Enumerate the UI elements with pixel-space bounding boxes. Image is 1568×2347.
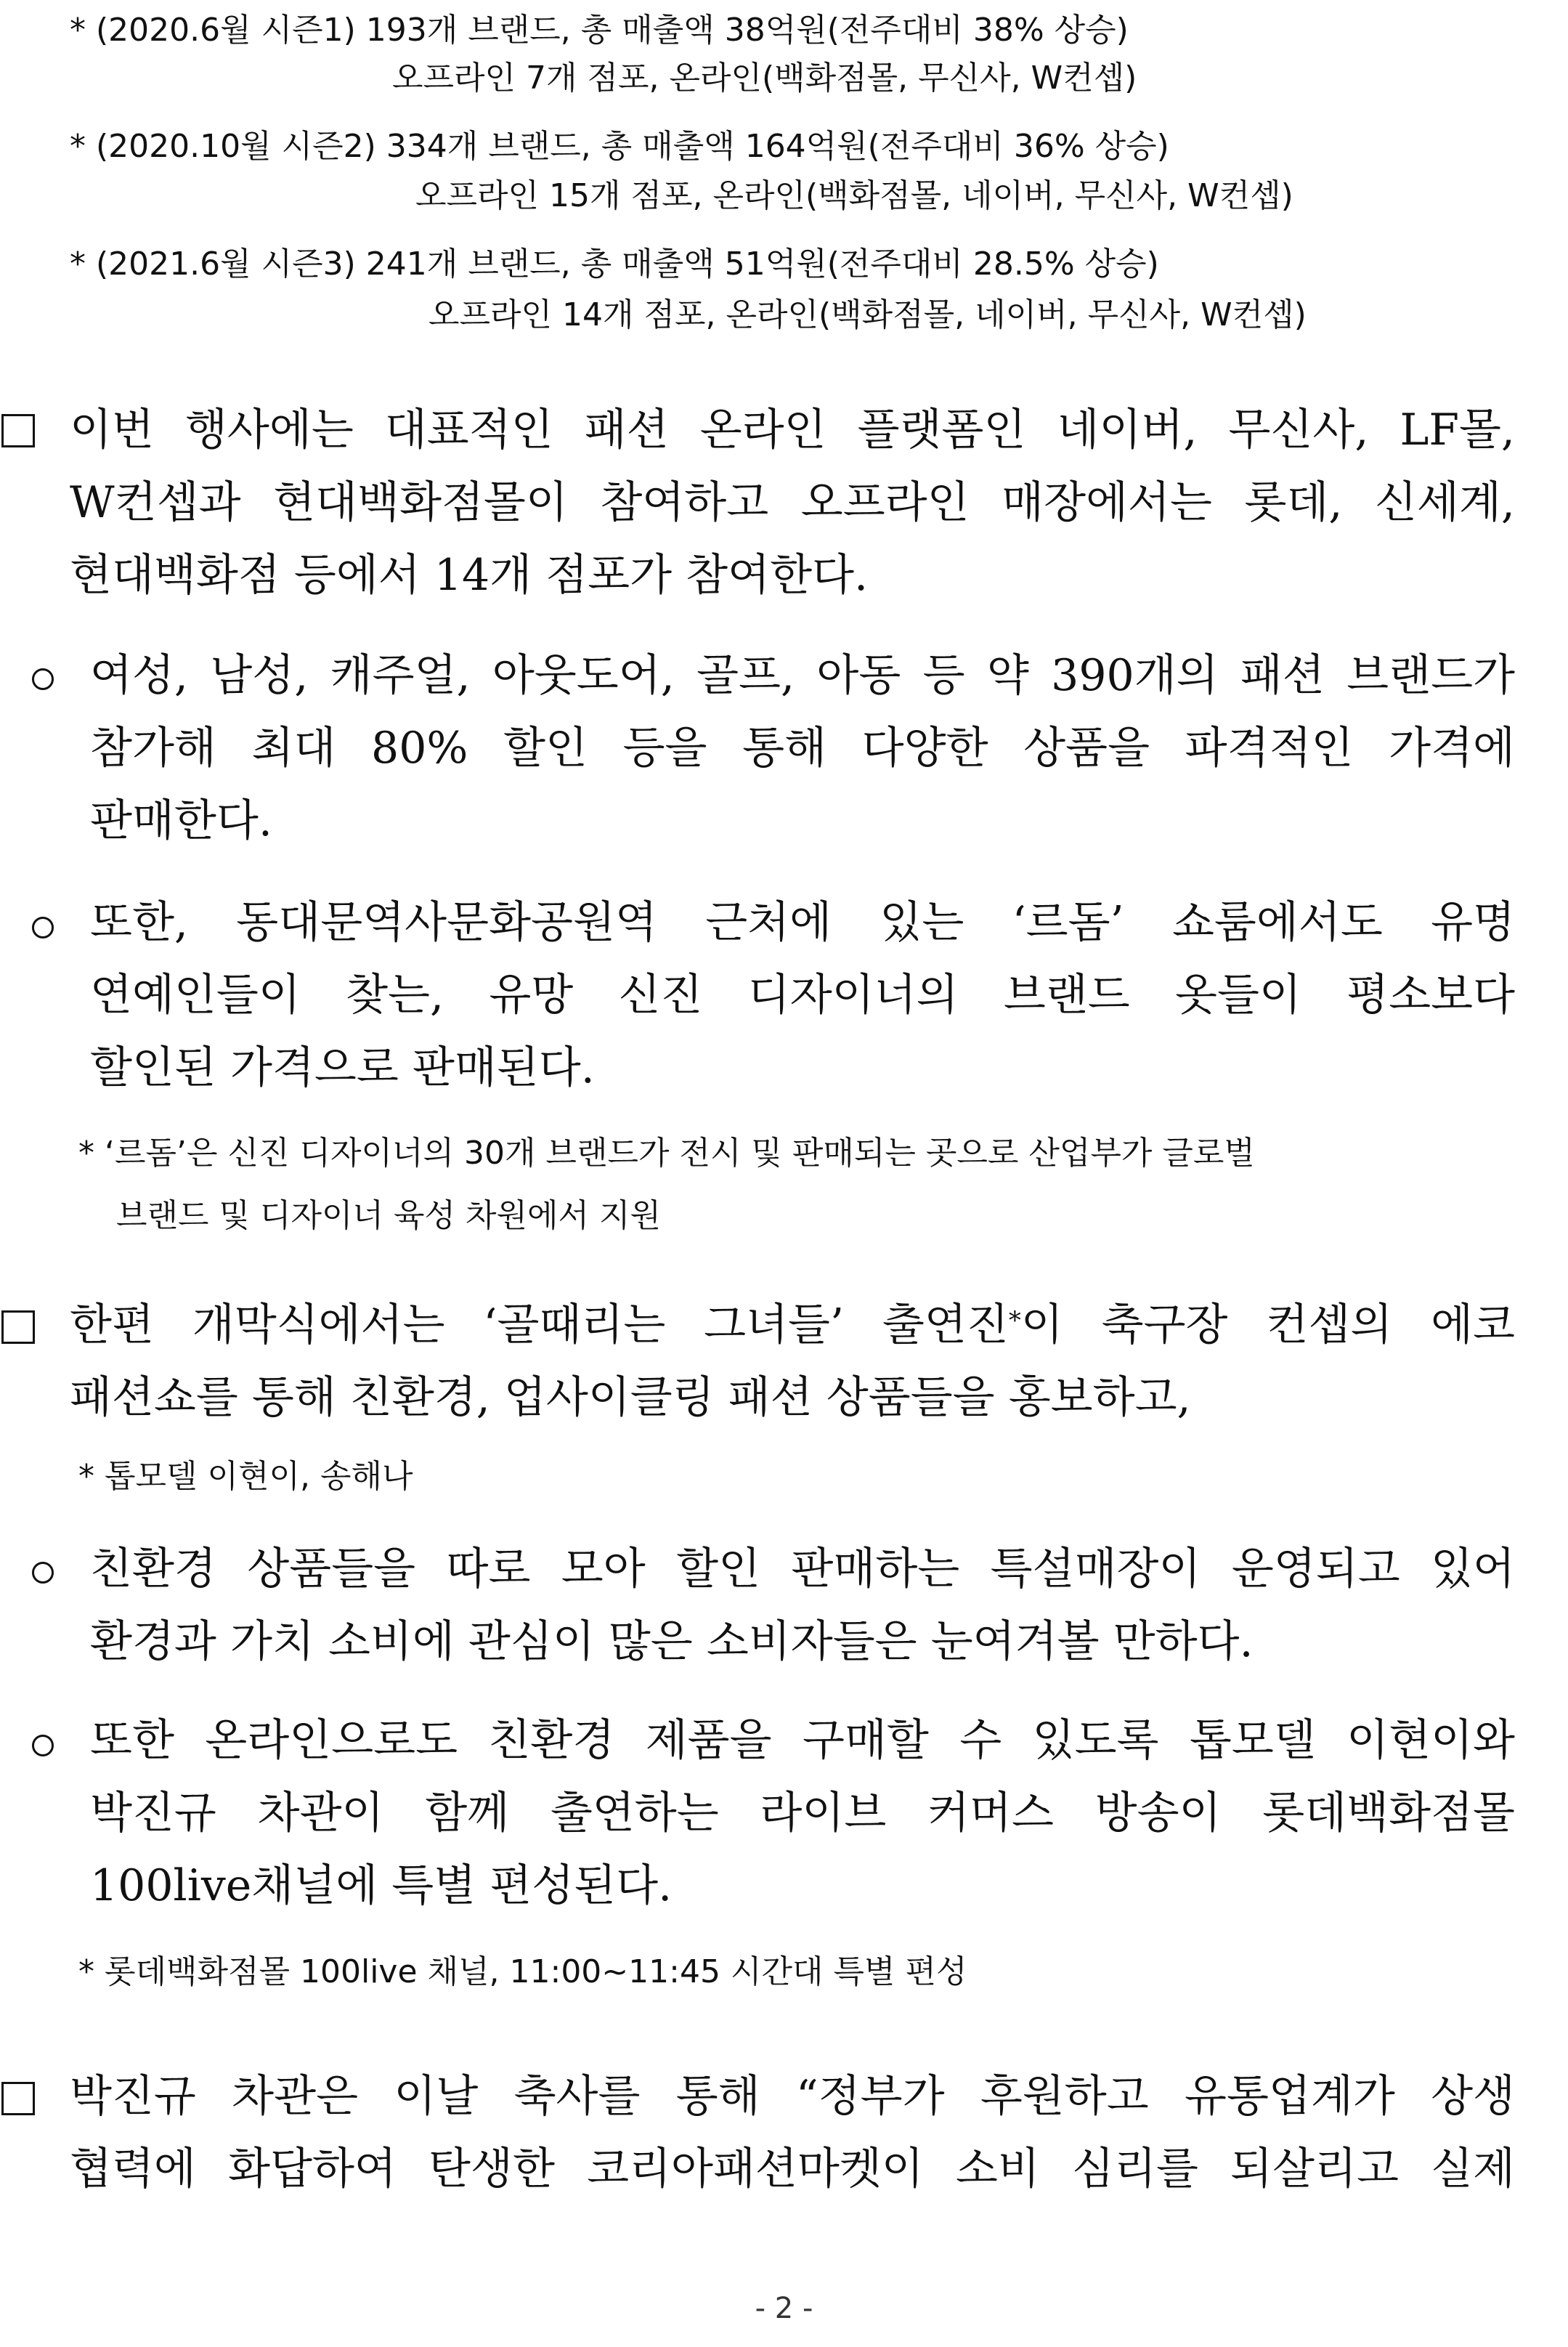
section1-bullet1 — [90, 639, 1515, 857]
lerdom-note — [78, 1122, 1255, 1247]
season-2-line1: * (2020.10월 시즌2) 334개 브랜드, 총 매출액 164억원(전주대비 36% 상승) — [70, 128, 1169, 165]
bullet-circle-marker — [32, 1735, 54, 1756]
section1-line: 현대백화점 등에서 14개 점포가 참여한다. — [70, 550, 869, 601]
lerdom-note-line1: * ‘르돔’은 신진 디자이너의 30개 브랜드가 전시 및 판매되는 곳으로 산업부가 글로벌 — [78, 1135, 1255, 1172]
section1-line: W컨셉과 현대백화점몰이 참여하고 오프라인 매장에서는 롯데, 신세계, — [70, 477, 1515, 528]
section-square-marker — [1, 2082, 35, 2115]
section3-line: 협력에 화답하여 탄생한 코리아패션마켓이 소비 심리를 되살리고 실제 — [70, 2144, 1515, 2194]
bullet-line: 할인된 가격으로 판매된다. — [90, 1042, 595, 1093]
section2-bullet1 — [90, 1533, 1515, 1678]
section-square-marker — [1, 414, 35, 447]
season-3-line2: 오프라인 14개 점포, 온라인(백화점몰, 네이버, 무신사, W컨셉) — [428, 296, 1307, 333]
bullet-line: 연예인들이 찾는, 유망 신진 디자이너의 브랜드 옷들이 평소보다 — [90, 970, 1515, 1021]
section2-bullet2 — [90, 1704, 1515, 1922]
bullet-circle-marker — [32, 668, 54, 690]
bullet-circle-marker — [32, 1562, 54, 1584]
section2-line2: 패션쇼를 통해 친환경, 업사이클링 패션 상품들을 홍보하고, — [70, 1372, 1191, 1423]
season-1-line1: * (2020.6월 시즌1) 193개 브랜드, 총 매출액 38억원(전주대비 38% 상승) — [70, 12, 1129, 49]
section3-line: 박진규 차관은 이날 축사를 통해 “정부가 후원하고 유통업계가 상생 — [70, 2071, 1515, 2122]
season-1-line2: 오프라인 7개 점포, 온라인(백화점몰, 무신사, W컨셉) — [392, 60, 1137, 97]
lerdom-note-line2: 브랜드 및 디자이너 육성 차원에서 지원 — [116, 1197, 661, 1234]
bullet-line: 친환경 상품들을 따로 모아 할인 판매하는 특설매장이 운영되고 있어 — [90, 1544, 1515, 1594]
bullet-line: 또한, 동대문역사문화공원역 근처에 있는 ‘르돔’ 쇼룸에서도 유명 — [90, 897, 1515, 948]
live-commerce-note: * 롯데백화점몰 100live 채널, 11:00~11:45 시간대 특별 편성 — [78, 1953, 967, 1990]
season-3-line1: * (2021.6월 시즌3) 241개 브랜드, 총 매출액 51억원(전주대비 28.5% 상승) — [70, 246, 1159, 283]
bullet-line: 또한 온라인으로도 친환경 제품을 구매할 수 있도록 톱모델 이현이와 — [90, 1715, 1515, 1766]
page-number: - 2 - — [755, 2292, 813, 2325]
section3-paragraph — [70, 2060, 1515, 2205]
bullet-circle-marker — [32, 917, 54, 939]
section1-line: 이번 행사에는 대표적인 패션 온라인 플랫폼인 네이버, 무신사, LF몰, — [70, 405, 1515, 455]
bullet-line: 100live채널에 특별 편성된다. — [90, 1860, 673, 1911]
bullet-line: 환경과 가치 소비에 관심이 많은 소비자들은 눈여겨볼 만하다. — [90, 1616, 1254, 1667]
season-2-line2: 오프라인 15개 점포, 온라인(백화점몰, 네이버, 무신사, W컨셉) — [415, 177, 1293, 214]
section2-line1-rest: 이 축구장 컨셉의 에코 — [1020, 1300, 1515, 1350]
section-square-marker — [1, 1310, 35, 1344]
section2-line1-text: 한편 개막식에서는 ‘골때리는 그녀들’ 출연진 — [70, 1300, 1009, 1350]
section2-line1 — [70, 1289, 1515, 1361]
bullet-line: 박진규 차관이 함께 출연하는 라이브 커머스 방송이 롯데백화점몰 — [90, 1788, 1515, 1839]
section1-bullet2 — [90, 886, 1515, 1104]
section2-paragraph — [70, 1289, 1515, 1434]
footnote-asterisk: * — [1008, 1306, 1021, 1335]
section1-paragraph — [70, 394, 1515, 612]
bullet-line: 판매한다. — [90, 795, 272, 846]
top-model-note: * 톱모델 이현이, 송해나 — [78, 1458, 413, 1495]
bullet-line: 참가해 최대 80% 할인 등을 통해 다양한 상품을 파격적인 가격에 — [90, 723, 1515, 774]
bullet-line: 여성, 남성, 캐주얼, 아웃도어, 골프, 아동 등 약 390개의 패션 브랜드가 — [90, 650, 1515, 701]
